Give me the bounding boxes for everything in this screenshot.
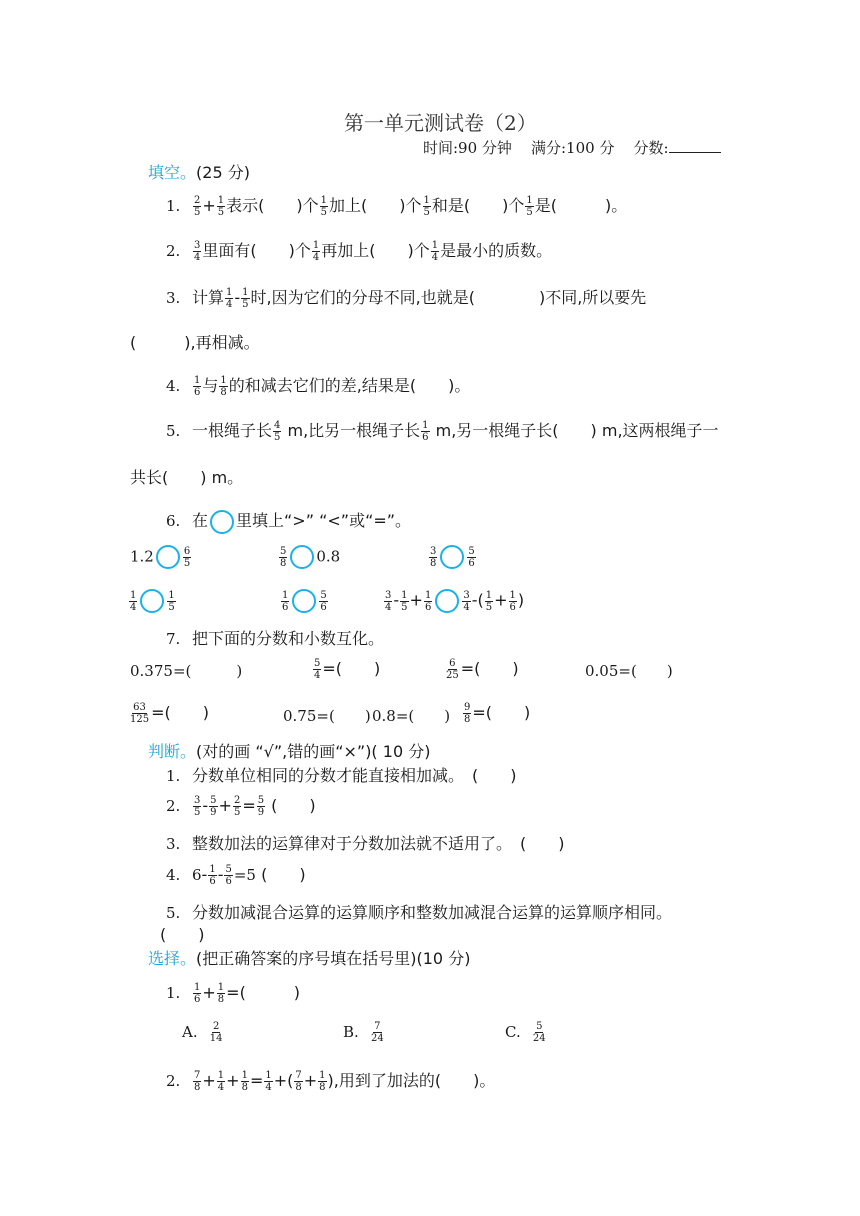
- compare-circle-input[interactable]: [140, 589, 164, 613]
- fraction: $\frac{7}{24}$: [370, 1021, 384, 1044]
- fraction: $\frac{5}{24}$: [532, 1021, 546, 1044]
- fraction: $\frac{1}{6}$: [422, 420, 429, 443]
- page-title: 第一单元测试卷（2）: [344, 111, 537, 135]
- fraction: $\frac{1}{6}$: [209, 864, 216, 887]
- compare-circle-input[interactable]: [156, 545, 180, 569]
- fraction: $\frac{5}{6}$: [468, 545, 475, 569]
- judge-5: 5. 分数加减混合运算的运算顺序和整数加减混合运算的运算顺序相同。: [166, 903, 673, 922]
- question-7: 7. 把下面的分数和小数互化。: [166, 629, 385, 648]
- question-6: 6. 在 里填上“>” “<”或“=”。: [166, 508, 411, 534]
- compare-5: [280, 589, 329, 613]
- section-fill-title: 填空。: [148, 163, 197, 182]
- fraction: $\frac{1}{6}$: [194, 375, 201, 398]
- convert-7: 0.8=( ): [372, 707, 451, 725]
- exam-meta: [423, 137, 721, 158]
- compare-circle-icon: [210, 510, 234, 534]
- question-4: 4. $\frac{1}{6}$ 与 $\frac{1}{8}$ 的和减去它们的差,结果是( )。: [166, 375, 471, 398]
- fraction: $\frac{5}{9}$: [210, 795, 217, 818]
- fraction: $\frac{5}{6}$: [320, 589, 327, 613]
- fraction: $\frac{1}{8}$: [220, 375, 227, 398]
- question-number: 2.: [166, 797, 181, 815]
- fraction: $\frac{5}{9}$: [257, 795, 265, 818]
- fraction: $\frac{3}{4}$: [385, 589, 392, 613]
- fraction: $\frac{6}{5}$: [183, 545, 191, 569]
- fraction: $\frac{1}{8}$: [217, 982, 225, 1005]
- question-number: 5.: [166, 904, 181, 922]
- section-judge-instructions: (对的画 “√”,错的画“×”)( 10 分): [196, 742, 431, 761]
- fraction: $\frac{1}{5}$: [168, 589, 175, 613]
- question-number: 3.: [166, 289, 181, 307]
- judge-4: 4. 6- $\frac{1}{6}$ - $\frac{5}{6}$ =5 ( ): [166, 864, 306, 887]
- section-choose-title: 选择。: [148, 949, 197, 968]
- judge-3: 3. 整数加法的运算律对于分数加法就不适用了。 ( ): [166, 834, 565, 853]
- convert-2: $\frac{5}{4}$ =( ): [314, 658, 381, 681]
- fraction: $\frac{1}{6}$: [424, 589, 432, 613]
- fraction: $\frac{1}{5}$: [242, 287, 249, 310]
- convert-3: $\frac{6}{25}$ =( ): [446, 658, 519, 681]
- fraction: $\frac{1}{5}$: [423, 195, 430, 218]
- fraction: $\frac{1}{4}$: [312, 240, 320, 263]
- question-number: 7.: [166, 630, 181, 648]
- compare-circle-input[interactable]: [292, 589, 316, 613]
- fraction: $\frac{4}{5}$: [274, 420, 281, 443]
- fraction: $\frac{2}{14}$: [209, 1021, 223, 1044]
- question-number: 1.: [166, 984, 181, 1002]
- convert-4: 0.05=( ): [585, 662, 673, 680]
- fraction: $\frac{5}{4}$: [314, 658, 321, 681]
- fraction: $\frac{1}{8}$: [241, 1070, 248, 1093]
- section-judge-heading: [148, 739, 430, 762]
- convert-6: 0.75=( ): [283, 707, 371, 725]
- score-blank[interactable]: [669, 138, 721, 153]
- question-2: 2. $\frac{3}{4}$ 里面有( )个 $\frac{1}{4}$ 再加上( )个 $\frac{1}{4}$ 是最小的质数。: [166, 240, 553, 263]
- compare-circle-input[interactable]: [440, 545, 464, 569]
- convert-8: $\frac{9}{8}$ =( ): [464, 702, 531, 725]
- fraction: $\frac{1}{4}$: [226, 287, 233, 310]
- question-5: 5. 一根绳子长 $\frac{4}{5}$ m,比另一根绳子长 $\frac{1}{6}$ m,另一根绳子长( ) m,这两根绳子一: [166, 420, 719, 443]
- fraction: $\frac{1}{4}$: [431, 240, 439, 263]
- convert-5: $\frac{63}{125}$ =( ): [130, 702, 209, 725]
- compare-circle-input[interactable]: [435, 589, 459, 613]
- choice-1-option-b[interactable]: B. $\frac{7}{24}$: [343, 1021, 384, 1044]
- fraction: $\frac{1}{5}$: [401, 589, 408, 613]
- section-fill-points: (25 分): [196, 163, 250, 182]
- question-3-line-2: ( ),再相减。: [130, 333, 260, 352]
- fraction: $\frac{2}{5}$: [233, 795, 241, 818]
- convert-1: 0.375=( ): [130, 662, 243, 680]
- question-1: 1. $\frac{2}{5}$ + $\frac{1}{5}$ 表示( )个 $\frac{1}{5}$ 加上( )个 $\frac{1}{5}$ 和是( )个 $\frac{1}{5}$ 是( )。: [166, 195, 628, 218]
- fraction: $\frac{3}{4}$: [194, 240, 201, 263]
- fraction: $\frac{3}{4}$: [463, 589, 470, 613]
- question-number: 4.: [166, 377, 181, 395]
- choice-1: 1. $\frac{1}{6}$ + $\frac{1}{8}$ =( ): [166, 982, 301, 1005]
- compare-1: 1.2 $\frac{6}{5}$: [130, 545, 191, 569]
- question-5-line-2: 共长( ) m。: [130, 468, 244, 487]
- fraction: $\frac{1}{5}$: [217, 195, 225, 218]
- fraction: $\frac{63}{125}$: [130, 702, 150, 725]
- fraction: $\frac{3}{5}$: [194, 795, 201, 818]
- choice-2: 2. $\frac{7}{8}$ + $\frac{1}{4}$ + $\frac{1}{8}$ = $\frac{1}{4}$ +( $\frac{7}{8}$ + $\frac{1}{8}$ ),用到了加法的( )。: [166, 1070, 496, 1093]
- fraction: $\frac{1}{4}$: [130, 589, 137, 613]
- section-judge-title: 判断。: [148, 742, 197, 761]
- fraction: $\frac{1}{5}$: [320, 195, 328, 218]
- question-number: 1.: [166, 767, 181, 785]
- question-number: 2.: [166, 242, 181, 260]
- time-label: 时间:90 分钟: [423, 139, 512, 157]
- fraction: $\frac{7}{8}$: [194, 1070, 201, 1093]
- fraction: $\frac{7}{8}$: [295, 1070, 302, 1093]
- judge-1: 1. 分数单位相同的分数才能直接相加减。 ( ): [166, 766, 517, 785]
- question-number: 3.: [166, 835, 181, 853]
- section-choose-instructions: (把正确答案的序号填在括号里)(10 分): [196, 949, 471, 968]
- choice-1-option-c[interactable]: C. $\frac{5}{24}$: [505, 1021, 546, 1044]
- fraction: $\frac{1}{6}$: [282, 589, 289, 613]
- fraction: $\frac{5}{8}$: [280, 545, 287, 569]
- score-label: 分数:: [633, 139, 669, 157]
- section-fill-heading: [148, 160, 250, 183]
- question-3: 3. 计算 $\frac{1}{4}$ - $\frac{1}{5}$ 时,因为它们的分母不同,也就是( )不同,所以要先: [166, 287, 647, 310]
- question-number: 4.: [166, 866, 181, 884]
- choice-1-option-a[interactable]: A. $\frac{2}{14}$: [182, 1021, 223, 1044]
- question-number: 5.: [166, 422, 181, 440]
- fraction: $\frac{1}{6}$: [194, 982, 201, 1005]
- compare-circle-input[interactable]: [290, 545, 314, 569]
- question-number: 6.: [166, 512, 181, 530]
- fraction: $\frac{6}{25}$: [446, 658, 459, 681]
- judge-5-line-2: ( ): [160, 925, 205, 944]
- compare-6: $\frac{3}{4}$ - $\frac{1}{5}$ + $\frac{1}{6}$ $\frac{3}{4}$ -( $\frac{1}{5}$ + $\frac{1}{6}$ ): [385, 589, 525, 613]
- section-choose-heading: [148, 946, 470, 969]
- fraction: $\frac{1}{5}$: [485, 589, 493, 613]
- question-number: 1.: [166, 197, 181, 215]
- question-number: 2.: [166, 1072, 181, 1090]
- fraction: $\frac{5}{6}$: [225, 864, 232, 887]
- compare-4: [128, 589, 177, 613]
- fraction: $\frac{3}{8}$: [430, 545, 437, 569]
- fraction: $\frac{1}{4}$: [265, 1070, 272, 1093]
- fraction: $\frac{9}{8}$: [464, 702, 471, 725]
- judge-2: 2. $\frac{3}{5}$ - $\frac{5}{9}$ + $\frac{2}{5}$ = $\frac{5}{9}$ ( ): [166, 795, 316, 818]
- fraction: $\frac{1}{6}$: [509, 589, 516, 613]
- fraction: $\frac{2}{5}$: [194, 195, 201, 218]
- full-score-label: 满分:100 分: [531, 139, 615, 157]
- compare-3: [428, 545, 477, 569]
- fraction: $\frac{1}{8}$: [319, 1070, 326, 1093]
- fraction: $\frac{1}{4}$: [217, 1070, 225, 1093]
- fraction: $\frac{1}{5}$: [526, 195, 533, 218]
- compare-2: $\frac{5}{8}$ 0.8: [280, 545, 341, 569]
